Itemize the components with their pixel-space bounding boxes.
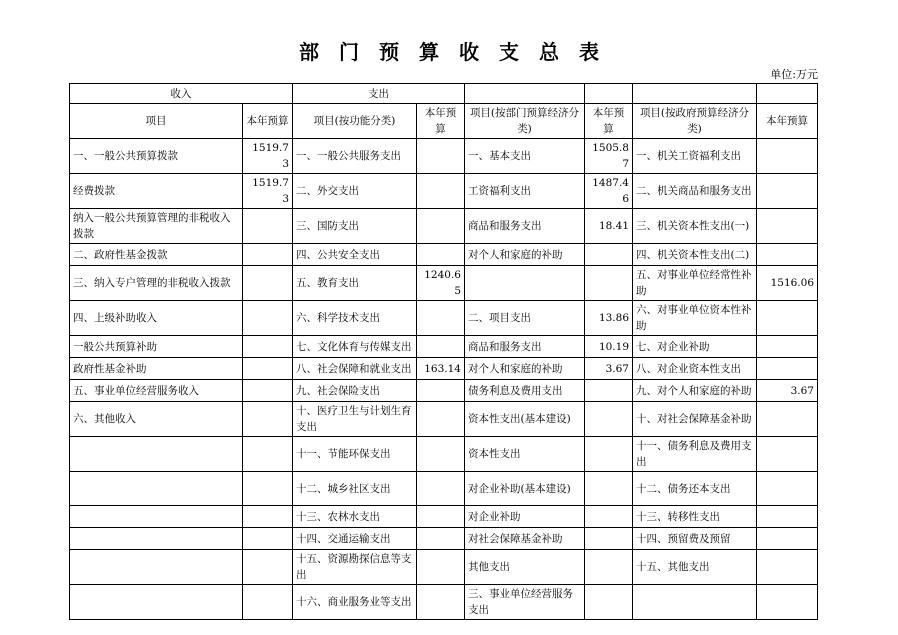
gov-item-cell: 十三、转移性支出	[633, 506, 757, 528]
dept-item-cell: 对个人和家庭的补助	[465, 358, 585, 380]
func-budget-cell	[417, 528, 465, 550]
dept-budget-cell: 1505.87	[585, 139, 633, 174]
dept-budget-cell	[585, 244, 633, 266]
func-item-cell: 十一、节能环保支出	[293, 437, 417, 472]
func-item-cell: 六、科学技术支出	[293, 301, 417, 336]
gov-item-header: 项目(按政府预算经济分类)	[633, 104, 757, 139]
func-budget-cell: 163.14	[417, 358, 465, 380]
income-item-cell: 纳入一般公共预算管理的非税收入拨款	[70, 209, 243, 244]
gov-item-cell: 十一、债务利息及费用支出	[633, 437, 757, 472]
gov-budget-cell	[757, 402, 818, 437]
func-budget-cell	[417, 402, 465, 437]
income-budget-cell	[243, 336, 293, 358]
func-item-cell: 十五、资源勘探信息等支出	[293, 550, 417, 585]
table-row	[70, 550, 818, 585]
dept-budget-cell	[585, 472, 633, 506]
table-row	[70, 437, 818, 472]
income-budget-cell	[243, 506, 293, 528]
table-row	[70, 244, 818, 266]
func-item-header: 项目(按功能分类)	[293, 104, 417, 139]
table-row	[70, 266, 818, 301]
dept-item-cell: 商品和服务支出	[465, 336, 585, 358]
gov-budget-cell: 3.67	[757, 380, 818, 402]
gov-budget-cell: 1516.06	[757, 266, 818, 301]
dept-budget-cell	[585, 437, 633, 472]
table-row	[70, 528, 818, 550]
income-budget-cell	[243, 358, 293, 380]
gov-item-cell: 十、对社会保障基金补助	[633, 402, 757, 437]
dept-item-cell: 工资福利支出	[465, 174, 585, 209]
income-item-header: 项目	[70, 104, 243, 139]
table-row	[70, 209, 818, 244]
func-budget-cell	[417, 550, 465, 585]
dept-item-cell: 一、基本支出	[465, 139, 585, 174]
income-budget-cell	[243, 380, 293, 402]
gov-item-cell: 八、对企业资本性支出	[633, 358, 757, 380]
gov-budget-cell	[757, 437, 818, 472]
func-budget-cell	[417, 437, 465, 472]
gov-item-cell	[633, 585, 757, 620]
func-item-cell: 一、一般公共服务支出	[293, 139, 417, 174]
income-item-cell: 政府性基金补助	[70, 358, 243, 380]
unit-label: 单位:万元	[770, 68, 818, 81]
dept-budget-cell: 3.67	[585, 358, 633, 380]
gov-budget-cell	[757, 209, 818, 244]
table-row	[70, 336, 818, 358]
dept-item-cell: 对个人和家庭的补助	[465, 244, 585, 266]
func-budget-cell	[417, 174, 465, 209]
income-item-cell: 六、其他收入	[70, 402, 243, 437]
func-item-cell: 十六、商业服务业等支出	[293, 585, 417, 620]
gov-item-cell: 三、机关资本性支出(一)	[633, 209, 757, 244]
header-row-columns	[70, 104, 818, 139]
gov-budget-cell	[757, 506, 818, 528]
income-budget-cell	[243, 402, 293, 437]
gov-budget-cell	[757, 244, 818, 266]
gov-budget-cell	[757, 336, 818, 358]
income-item-cell: 三、纳入专户管理的非税收入拨款	[70, 266, 243, 301]
dept-item-cell: 三、事业单位经营服务支出	[465, 585, 585, 620]
dept-budget-cell: 13.86	[585, 301, 633, 336]
income-budget-cell	[243, 528, 293, 550]
table-row	[70, 472, 818, 506]
dept-budget-cell	[585, 380, 633, 402]
income-item-cell	[70, 585, 243, 620]
func-item-cell: 八、社会保障和就业支出	[293, 358, 417, 380]
dept-item-header: 项目(按部门预算经济分类)	[465, 104, 585, 139]
income-budget-header: 本年预算	[243, 104, 293, 139]
table-row	[70, 139, 818, 174]
dept-item-cell: 资本性支出(基本建设)	[465, 402, 585, 437]
income-item-cell	[70, 550, 243, 585]
dept-item-cell: 其他支出	[465, 550, 585, 585]
dept-item-cell	[465, 266, 585, 301]
gov-budget-cell	[757, 139, 818, 174]
func-budget-cell	[417, 139, 465, 174]
func-budget-cell	[417, 209, 465, 244]
dept-item-cell: 债务利息及费用支出	[465, 380, 585, 402]
gov-item-cell: 二、机关商品和服务支出	[633, 174, 757, 209]
income-budget-cell	[243, 209, 293, 244]
dept-budget-cell	[585, 402, 633, 437]
dept-item-cell: 对企业补助	[465, 506, 585, 528]
income-item-cell	[70, 437, 243, 472]
func-item-cell: 十三、农林水支出	[293, 506, 417, 528]
gov-item-cell: 五、对事业单位经常性补助	[633, 266, 757, 301]
income-item-cell	[70, 506, 243, 528]
table-row	[70, 506, 818, 528]
dept-item-cell: 资本性支出	[465, 437, 585, 472]
gov-item-cell: 七、对企业补助	[633, 336, 757, 358]
header-blank-cell	[465, 84, 585, 104]
dept-budget-cell	[585, 266, 633, 301]
table-row	[70, 301, 818, 336]
func-item-cell: 十二、城乡社区支出	[293, 472, 417, 506]
func-budget-header: 本年预算	[417, 104, 465, 139]
gov-budget-cell	[757, 585, 818, 620]
gov-budget-cell	[757, 301, 818, 336]
func-item-cell: 七、文化体育与传媒支出	[293, 336, 417, 358]
income-item-cell: 一、一般公共预算拨款	[70, 139, 243, 174]
income-budget-cell	[243, 266, 293, 301]
header-blank-cell	[585, 84, 633, 104]
dept-budget-cell: 10.19	[585, 336, 633, 358]
table-row	[70, 174, 818, 209]
gov-budget-cell	[757, 358, 818, 380]
header-blank-cell	[757, 84, 818, 104]
income-item-cell: 一般公共预算补助	[70, 336, 243, 358]
dept-budget-cell: 18.41	[585, 209, 633, 244]
gov-item-cell: 十五、其他支出	[633, 550, 757, 585]
dept-item-cell: 商品和服务支出	[465, 209, 585, 244]
gov-budget-cell	[757, 550, 818, 585]
table-row	[70, 402, 818, 437]
dept-budget-cell	[585, 585, 633, 620]
gov-item-cell: 六、对事业单位资本性补助	[633, 301, 757, 336]
page-title: 部门预算收支总表	[299, 40, 619, 64]
func-budget-cell: 1240.65	[417, 266, 465, 301]
func-item-cell: 二、外交支出	[293, 174, 417, 209]
func-item-cell: 九、社会保险支出	[293, 380, 417, 402]
expense-header: 支出	[293, 84, 465, 104]
income-item-cell: 五、事业单位经营服务收入	[70, 380, 243, 402]
income-budget-cell	[243, 244, 293, 266]
income-item-cell	[70, 472, 243, 506]
func-budget-cell	[417, 585, 465, 620]
func-item-cell: 十、医疗卫生与计划生育支出	[293, 402, 417, 437]
gov-item-cell: 一、机关工资福利支出	[633, 139, 757, 174]
income-budget-cell	[243, 550, 293, 585]
func-item-cell: 十四、交通运输支出	[293, 528, 417, 550]
table-row	[70, 380, 818, 402]
gov-item-cell: 四、机关资本性支出(二)	[633, 244, 757, 266]
func-item-cell: 三、国防支出	[293, 209, 417, 244]
func-item-cell: 四、公共安全支出	[293, 244, 417, 266]
func-item-cell: 五、教育支出	[293, 266, 417, 301]
gov-budget-cell	[757, 528, 818, 550]
income-header: 收入	[70, 84, 293, 104]
header-row-group	[70, 84, 818, 104]
dept-item-cell: 二、项目支出	[465, 301, 585, 336]
income-budget-cell	[243, 301, 293, 336]
func-budget-cell	[417, 336, 465, 358]
dept-item-cell: 对社会保障基金补助	[465, 528, 585, 550]
dept-budget-cell	[585, 506, 633, 528]
gov-item-cell: 十四、预留费及预留	[633, 528, 757, 550]
func-budget-cell	[417, 472, 465, 506]
income-item-cell: 经费拨款	[70, 174, 243, 209]
gov-budget-cell	[757, 472, 818, 506]
dept-budget-header: 本年预算	[585, 104, 633, 139]
func-budget-cell	[417, 380, 465, 402]
income-item-cell: 二、政府性基金拨款	[70, 244, 243, 266]
income-budget-cell	[243, 472, 293, 506]
dept-budget-cell	[585, 550, 633, 585]
dept-budget-cell	[585, 528, 633, 550]
income-budget-cell: 1519.73	[243, 174, 293, 209]
func-budget-cell	[417, 244, 465, 266]
gov-budget-header: 本年预算	[757, 104, 818, 139]
income-item-cell: 四、上级补助收入	[70, 301, 243, 336]
income-item-cell	[70, 528, 243, 550]
header-blank-cell	[633, 84, 757, 104]
gov-item-cell: 十二、债务还本支出	[633, 472, 757, 506]
income-budget-cell: 1519.73	[243, 139, 293, 174]
func-budget-cell	[417, 301, 465, 336]
income-budget-cell	[243, 437, 293, 472]
gov-budget-cell	[757, 174, 818, 209]
func-budget-cell	[417, 506, 465, 528]
budget-table	[69, 83, 818, 620]
table-row	[70, 358, 818, 380]
table-row	[70, 585, 818, 620]
dept-item-cell: 对企业补助(基本建设)	[465, 472, 585, 506]
income-budget-cell	[243, 585, 293, 620]
gov-item-cell: 九、对个人和家庭的补助	[633, 380, 757, 402]
dept-budget-cell: 1487.46	[585, 174, 633, 209]
